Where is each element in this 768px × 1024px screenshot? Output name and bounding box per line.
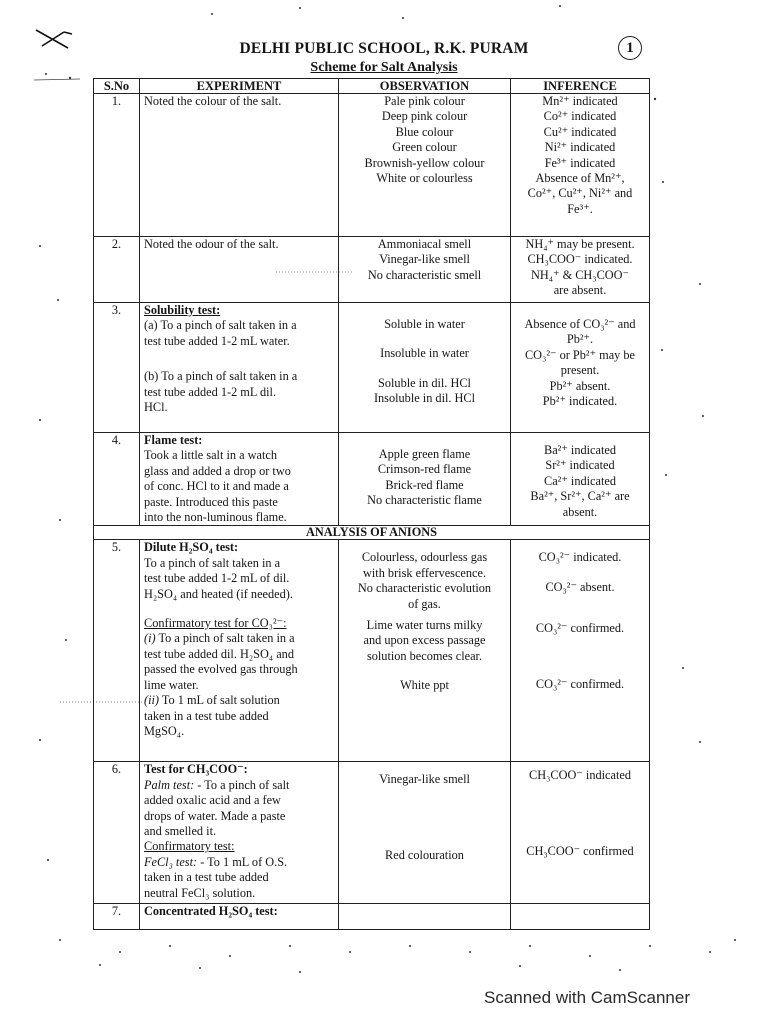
inference-cell (511, 433, 650, 526)
test-heading: Dilute H₂SO₄ test: (144, 540, 239, 555)
observation-line: Soluble in water (384, 317, 465, 331)
observation-cell (339, 303, 511, 433)
inference-line: Pb²⁺ absent. (549, 378, 611, 393)
table-row (94, 540, 650, 762)
observation-line: Apple green flame (378, 447, 471, 461)
observation-line: Brick-red flame (385, 477, 464, 492)
experiment-line: test tube added 1-2 mL dil. (144, 384, 277, 399)
observation-cell (339, 762, 511, 904)
observation-line: of gas. (408, 596, 441, 611)
inference-line: Pb²⁺. (566, 332, 594, 347)
observation-line: Lime water turns milky (366, 618, 483, 633)
table-row (94, 94, 650, 237)
inference-line: Cu²⁺ indicated (543, 124, 617, 139)
experiment-line: glass and added a drop or two (144, 463, 291, 478)
observation-line: Colourless, odourless gas (361, 550, 488, 565)
experiment-line (144, 693, 334, 708)
inference-line: Ba²⁺, Sr²⁺, Ca²⁺ are (530, 489, 630, 504)
inference-line: Pb²⁺ indicated. (542, 394, 618, 409)
observation-line: Insoluble in water (380, 346, 469, 361)
observation-line: Red colouration (385, 847, 464, 862)
experiment-line: neutral FeCl₃ solution. (144, 885, 256, 900)
experiment-line (144, 631, 334, 646)
experiment-line: added oxalic acid and a few (144, 793, 281, 808)
experiment-line: of conc. HCl to it and made a (144, 479, 289, 494)
section-heading-row (94, 526, 650, 540)
step-text: To a pinch of salt taken in a (158, 631, 295, 646)
inference-line: Ca²⁺ indicated (544, 473, 616, 488)
inference-line: present. (560, 363, 600, 378)
inference-line: Co²⁺, Cu²⁺, Ni²⁺ and (527, 186, 633, 201)
row-number: 4. (94, 433, 140, 526)
test-heading: Flame test: (144, 433, 203, 447)
experiment-line: taken in a test tube added (144, 708, 269, 723)
table-row (94, 237, 650, 303)
experiment-line: and smelled it. (144, 824, 217, 839)
observation-line: with brisk effervescence. (362, 565, 487, 580)
observation-line: Soluble in dil. HCl (378, 375, 471, 390)
inference-line: Fe³⁺ indicated (544, 155, 616, 170)
experiment-line: (b) To a pinch of salt taken in a (144, 369, 298, 384)
col-header-experiment: EXPERIMENT (140, 79, 339, 94)
inference-cell (511, 762, 650, 904)
observation-line: Crimson-red flame (377, 462, 472, 477)
observation-cell (339, 433, 511, 526)
observation-line: No characteristic flame (367, 493, 482, 508)
observation-line: No characteristic evolution (357, 581, 492, 596)
salt-analysis-table (93, 78, 650, 930)
step-text: To 1 mL of salt solution (161, 693, 280, 708)
inference-cell (511, 237, 650, 303)
observation-line: Green colour (392, 140, 457, 155)
experiment-line: H₂SO₄ and heated (if needed). (144, 586, 293, 601)
inference-line: Sr²⁺ indicated (545, 458, 615, 473)
inference-line: Absence of CO₃²⁻ and (524, 317, 636, 331)
inference-line: NH₄⁺ may be present. (525, 237, 635, 251)
inference-line: Ni²⁺ indicated (544, 140, 616, 155)
observation-cell (339, 540, 511, 762)
step-label: (ii) (144, 693, 160, 708)
row-number: 5. (94, 540, 140, 762)
experiment-line: Noted the odour of the salt. (144, 237, 279, 251)
inference-line: CH₃COO⁻ indicated (529, 768, 631, 783)
inference-line: CO₃²⁻ confirmed. (535, 676, 625, 691)
experiment-line: Noted the colour of the salt. (144, 94, 282, 108)
observation-line: White or colourless (376, 171, 473, 186)
experiment-line: drops of water. Made a paste (144, 808, 286, 823)
row-number: 1. (94, 94, 140, 237)
step-text: - To a pinch of salt (197, 777, 290, 792)
observation-line: Pale pink colour (384, 94, 465, 108)
experiment-cell (140, 237, 339, 303)
inference-line: Co²⁺ indicated (543, 109, 617, 124)
step-text: - To 1 mL of O.S. (200, 854, 288, 869)
inference-line: Absence of Mn²⁺, (535, 171, 625, 186)
observation-cell (339, 237, 511, 303)
table-row (94, 433, 650, 526)
col-header-observation: OBSERVATION (339, 79, 511, 94)
inference-line: are absent. (553, 283, 607, 298)
anion-section-title: ANALYSIS OF ANIONS (94, 526, 650, 540)
table-row (94, 762, 650, 904)
inference-cell (511, 303, 650, 433)
inference-line: absent. (562, 504, 598, 519)
experiment-line: Took a little salt in a watch (144, 448, 278, 463)
inference-cell (511, 94, 650, 237)
table-row (94, 303, 650, 433)
experiment-line: into the non-luminous flame. (144, 510, 287, 525)
experiment-cell (140, 433, 339, 526)
test-heading: Solubility test: (144, 303, 221, 317)
observation-cell (339, 94, 511, 237)
experiment-line: test tube added 1-2 mL water. (144, 333, 290, 348)
row-number: 3. (94, 303, 140, 433)
experiment-line: passed the evolved gas through (144, 662, 298, 677)
test-label: Palm test: (144, 777, 195, 792)
experiment-line: test tube added dil. H₂SO₄ and (144, 646, 294, 661)
test-label: FeCl₃ test: (144, 854, 198, 869)
scanner-watermark: Scanned with CamScanner (483, 988, 690, 1007)
test-heading: Concentrated H₂SO₄ test: (144, 904, 278, 919)
table-header-row (94, 79, 650, 94)
experiment-cell (140, 540, 339, 762)
inference-line: CO₃²⁻ indicated. (538, 550, 622, 565)
observation-line: White ppt (400, 678, 449, 693)
experiment-line: lime water. (144, 677, 199, 692)
col-header-sno: S.No (94, 79, 140, 94)
step-label: (i) (144, 631, 156, 646)
inference-line: CH₃COO⁻ indicated. (527, 252, 633, 267)
observation-line: Deep pink colour (381, 109, 468, 124)
experiment-line: paste. Introduced this paste (144, 494, 278, 509)
observation-line: Vinegar-like smell (379, 252, 470, 267)
col-header-inference: INFERENCE (511, 79, 650, 94)
observation-line: and upon excess passage (363, 633, 486, 648)
experiment-line: (a) To a pinch of salt taken in a (144, 318, 297, 333)
school-title: DELHI PUBLIC SCHOOL, R.K. PURAM (239, 40, 529, 57)
experiment-line: HCl. (144, 400, 168, 415)
experiment-cell (140, 94, 339, 237)
inference-line: Ba²⁺ indicated (544, 443, 616, 457)
observation-line: Brownish-yellow colour (364, 155, 485, 170)
observation-line: No characteristic smell (367, 267, 482, 282)
experiment-cell (140, 303, 339, 433)
table-row (94, 904, 650, 930)
inference-line: NH₄⁺ & CH₃COO⁻ (530, 267, 630, 282)
experiment-line (144, 778, 334, 793)
test-heading: Test for CH₃COO⁻: (144, 762, 248, 777)
inference-line: CH₃COO⁻ confirmed (526, 843, 634, 858)
observation-line: Ammoniacal smell (377, 237, 472, 251)
row-number: 6. (94, 762, 140, 904)
observation-line: Vinegar-like smell (379, 772, 470, 787)
inference-line: Fe³⁺. (567, 201, 593, 216)
inference-cell (511, 540, 650, 762)
experiment-cell (140, 904, 339, 930)
experiment-cell (140, 762, 339, 904)
observation-cell (339, 904, 511, 930)
observation-line: Insoluble in dil. HCl (373, 391, 476, 406)
experiment-line: MgSO₄. (144, 723, 185, 738)
page-number: 1 (618, 36, 642, 60)
inference-cell (511, 904, 650, 930)
observation-line: Blue colour (395, 124, 454, 139)
scheme-subtitle: Scheme for Salt Analysis (310, 60, 458, 75)
experiment-line: taken in a test tube added (144, 870, 269, 885)
experiment-line: test tube added 1-2 mL of dil. (144, 571, 290, 586)
confirmatory-heading: Confirmatory test for CO₃²⁻: (144, 616, 287, 631)
experiment-line (144, 855, 334, 870)
confirmatory-heading: Confirmatory test: (144, 839, 235, 854)
experiment-line: To a pinch of salt taken in a (144, 555, 281, 570)
row-number: 2. (94, 237, 140, 303)
inference-line: CO₃²⁻ or Pb²⁺ may be (524, 347, 636, 362)
inference-line: CO₃²⁻ absent. (545, 579, 615, 594)
inference-line: CO₃²⁻ confirmed. (535, 621, 625, 636)
row-number: 7. (94, 904, 140, 930)
observation-line: solution becomes clear. (366, 648, 483, 663)
inference-line: Mn²⁺ indicated (542, 94, 618, 108)
